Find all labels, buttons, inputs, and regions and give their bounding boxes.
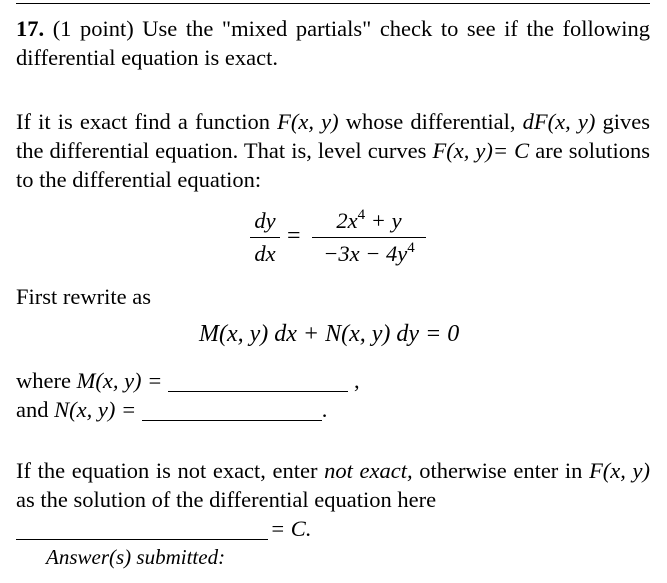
m-field-prefix: where <box>16 368 71 393</box>
m-field-suffix: , <box>353 368 360 393</box>
rhs-denominator-exponent: 4 <box>407 240 415 256</box>
m-answer-input[interactable] <box>168 371 348 392</box>
exact-para-text-1: If it is exact find a function <box>16 109 270 134</box>
final-F-label: F(x, y) <box>589 458 651 483</box>
lhs-fraction-bar <box>250 237 280 238</box>
equation-equals-sign: = <box>287 223 301 249</box>
final-answer-row <box>16 514 650 543</box>
exact-paragraph <box>16 107 650 194</box>
rhs-fraction-bar <box>312 237 426 238</box>
solution-equals-c: = C. <box>270 516 312 541</box>
problem-intro-text: Use the "mixed partials" check to see if the following differential equation is exact. <box>16 16 651 70</box>
final-para-text-3: as the solution of the differential equation here <box>16 487 437 512</box>
n-field-suffix: . <box>321 397 328 422</box>
rhs-numerator-term: 2x <box>336 208 358 233</box>
problem-number: 17. <box>16 16 45 41</box>
n-field-row <box>16 395 650 424</box>
rhs-numerator <box>312 206 426 235</box>
solution-answer-input[interactable] <box>16 519 268 540</box>
top-rule <box>16 3 650 4</box>
rhs-numerator-exponent: 4 <box>357 207 366 223</box>
m-field-row <box>16 366 650 395</box>
differential-equation-display <box>0 206 667 270</box>
lhs-denominator: dx <box>254 241 276 266</box>
final-para-text-1: If the equation is not exact, enter <box>16 458 318 483</box>
not-exact-keyword: not exact, <box>324 458 413 483</box>
final-para-text-2: otherwise enter in <box>419 458 583 483</box>
problem-points: (1 point) <box>52 16 134 41</box>
answers-submitted-label: Answer(s) submitted: <box>46 545 226 569</box>
final-paragraph <box>16 456 650 514</box>
n-field-prefix: and <box>16 397 49 422</box>
lhs-numerator: dy <box>254 208 276 233</box>
level-curve-equals-c: = C <box>492 138 530 163</box>
exact-para-text-3: gives the differential equation. That is, level curves <box>16 109 651 163</box>
rewrite-label: First rewrite as <box>16 284 151 309</box>
exact-para-text-5: are solutions to the differential equation: <box>16 138 651 192</box>
exact-para-text-2: whose differential, <box>345 109 516 134</box>
rhs-fraction <box>312 206 426 268</box>
problem-intro <box>16 14 650 72</box>
n-answer-input[interactable] <box>142 400 322 421</box>
function-F-label: F(x, y) <box>277 109 339 134</box>
level-curve-F-label: F(x, y) <box>432 138 493 163</box>
rhs-numerator-rest: + y <box>365 208 402 233</box>
rewrite-equation: M(x, y) dx + N(x, y) dy = 0 <box>199 321 460 347</box>
differential-dF-label: dF(x, y) <box>522 109 596 134</box>
rhs-denominator-term: −3x − 4y <box>323 241 408 266</box>
m-field-label: M(x, y) = <box>76 368 163 393</box>
lhs-fraction <box>250 206 280 268</box>
rhs-denominator <box>312 239 426 268</box>
n-field-label: N(x, y) = <box>54 397 137 422</box>
